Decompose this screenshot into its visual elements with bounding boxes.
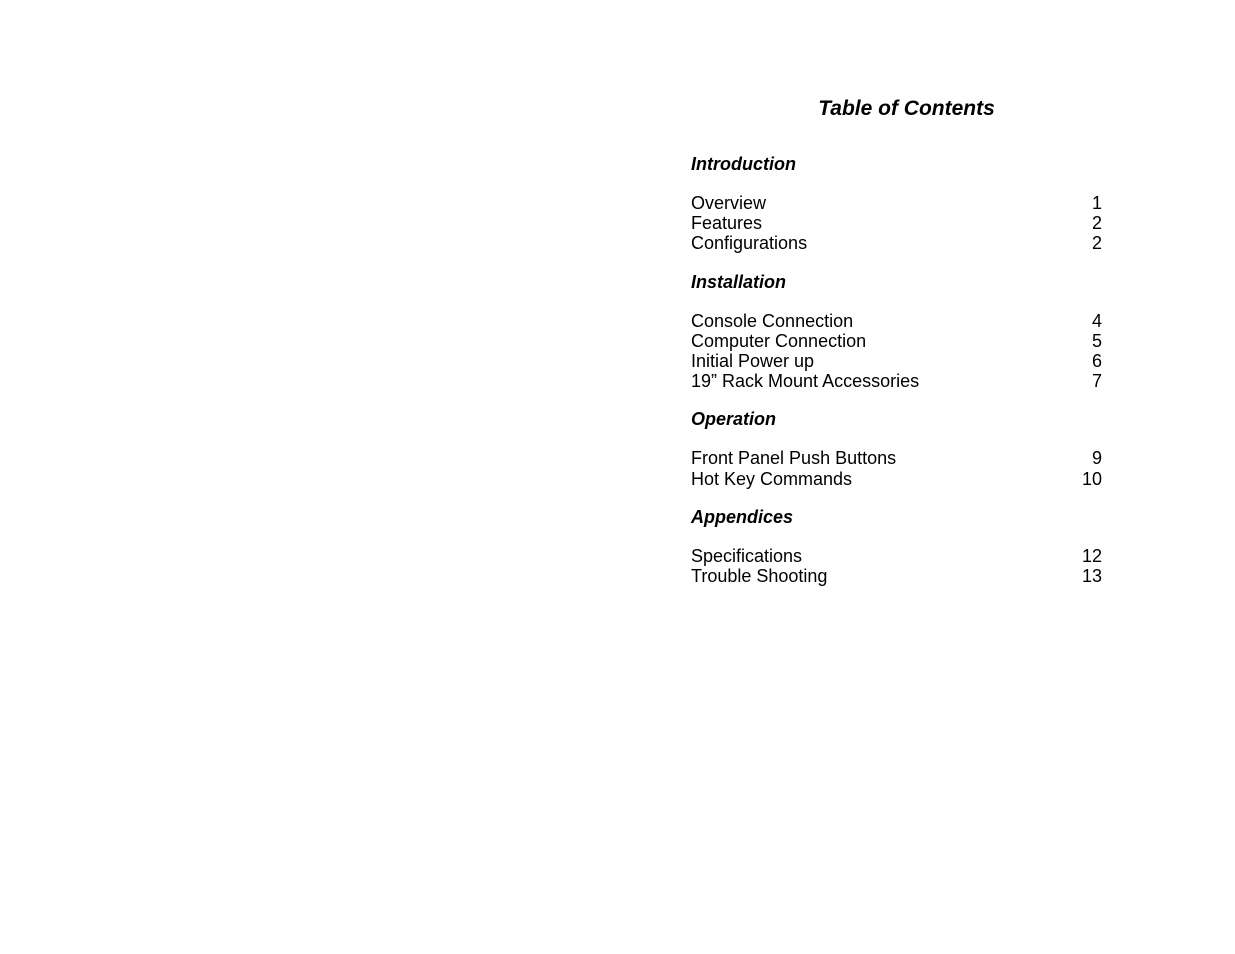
- section-heading: Appendices: [691, 506, 794, 527]
- entry-label: Console Connection: [691, 310, 854, 331]
- entry-page-number: 5: [1091, 330, 1102, 351]
- entry-list: [691, 311, 1102, 392]
- section-introduction: [691, 153, 1102, 254]
- section-appendices: [691, 506, 1102, 586]
- entry-page-number: 10: [1081, 468, 1102, 489]
- entry-page-number: 13: [1081, 566, 1102, 587]
- entry-label: Features: [691, 213, 763, 234]
- section-heading: Operation: [691, 409, 777, 430]
- entry-list: [691, 546, 1102, 586]
- entry-label: Computer Connection: [691, 330, 867, 351]
- entry-label: 19” Rack Mount Accessories: [691, 371, 920, 392]
- entry-label: Specifications: [691, 545, 803, 566]
- entry-label: Initial Power up: [691, 351, 815, 372]
- entry-label: Overview: [691, 193, 767, 213]
- entry-list: [691, 448, 1102, 488]
- entry-page-number: 2: [1091, 213, 1102, 234]
- entry-label: Trouble Shooting: [691, 566, 828, 587]
- section-heading: Installation: [691, 271, 787, 292]
- toc-entry[interactable]: [691, 448, 1102, 468]
- entry-page-number: 2: [1091, 233, 1102, 254]
- entry-page-number: 12: [1081, 545, 1102, 566]
- entry-page-number: 7: [1091, 371, 1102, 392]
- entry-label: Configurations: [691, 233, 808, 254]
- entry-page-number: 9: [1091, 448, 1102, 469]
- toc-entry[interactable]: [691, 193, 1102, 213]
- toc-entry[interactable]: [691, 351, 1102, 371]
- section-heading: Introduction: [691, 154, 796, 174]
- toc-entry[interactable]: [691, 213, 1102, 233]
- entry-page-number: 1: [1091, 193, 1102, 213]
- entry-label: Front Panel Push Buttons: [691, 448, 897, 469]
- toc-entry[interactable]: [691, 331, 1102, 351]
- toc-entry[interactable]: [691, 566, 1102, 586]
- table-of-contents: [691, 95, 1102, 586]
- toc-entry[interactable]: [691, 233, 1102, 253]
- section-installation: [691, 271, 1102, 392]
- toc-entry[interactable]: [691, 311, 1102, 331]
- entry-page-number: 4: [1091, 310, 1102, 331]
- entry-label: Hot Key Commands: [691, 468, 853, 489]
- page-title: Table of Contents: [818, 97, 995, 120]
- toc-entry[interactable]: [691, 371, 1102, 391]
- section-operation: [691, 408, 1102, 488]
- entry-list: [691, 193, 1102, 254]
- toc-entry[interactable]: [691, 469, 1102, 489]
- entry-page-number: 6: [1091, 351, 1102, 372]
- toc-entry[interactable]: [691, 546, 1102, 566]
